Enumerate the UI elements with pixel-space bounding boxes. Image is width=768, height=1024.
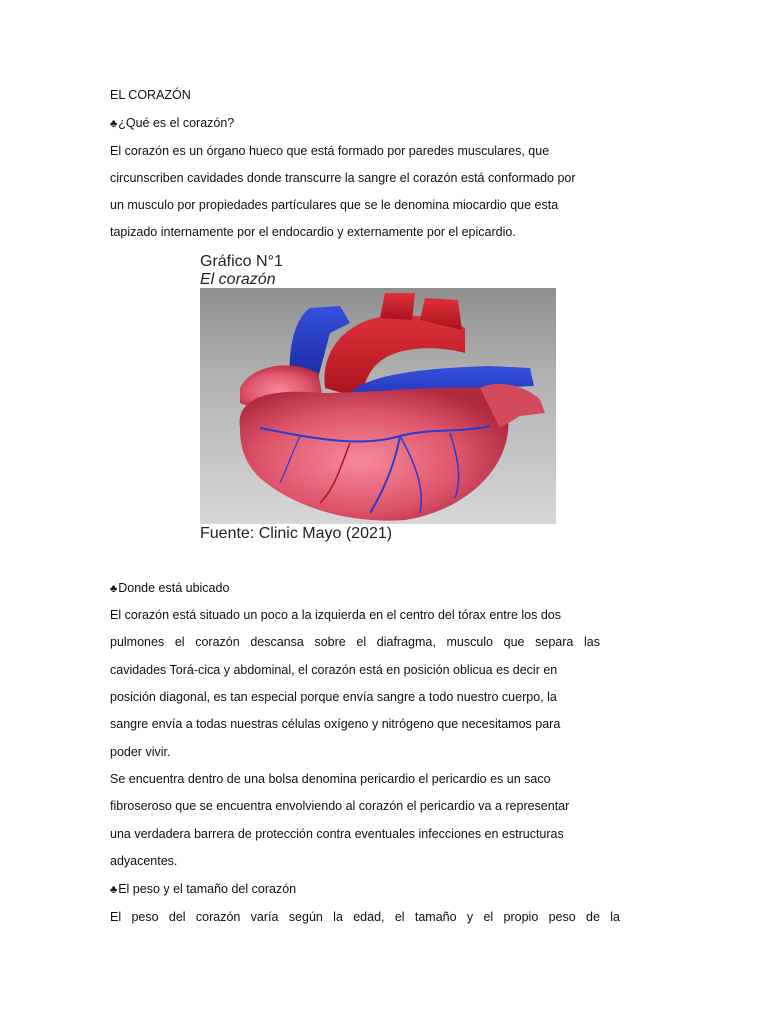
paragraph-line: posición diagonal, es tan especial porque envía sangre a todo nuestro cuerpo, la xyxy=(110,690,557,704)
paragraph-line: Se encuentra dentro de una bolsa denomina pericardio el pericardio es un saco xyxy=(110,772,551,786)
figure-source: Fuente: Clinic Mayo (2021) xyxy=(200,525,393,542)
paragraph-line: adyacentes. xyxy=(110,854,178,868)
paragraph-line: un musculo por propiedades partículares que se le denomina miocardio que esta xyxy=(110,198,559,212)
club-bullet-icon: ♣ xyxy=(110,583,118,595)
paragraph-line: una verdadera barrera de protección contra eventuales infecciones en estructuras xyxy=(110,827,564,841)
figure-subtitle: El corazón xyxy=(200,271,276,288)
heart-illustration xyxy=(200,288,556,524)
paragraph-line: sangre envía a todas nuestras células oxígeno y nitrógeno que necesitamos para xyxy=(110,717,561,731)
section-heading-ubicado xyxy=(110,580,620,597)
section-heading-peso xyxy=(110,881,620,898)
club-bullet-icon: ♣ xyxy=(110,118,118,130)
paragraph-line: El peso del corazón varía según la edad, el tamaño y el propio peso de la xyxy=(110,910,620,924)
section-heading-text: El peso y el tamaño del corazón xyxy=(118,882,297,896)
paragraph-line: El corazón está situado un poco a la izquierda en el centro del tórax entre los dos xyxy=(110,608,561,622)
paragraph-line: cavidades Torá-cica y abdominal, el corazón está en posición oblicua es decir en xyxy=(110,663,558,677)
figure-label: Gráfico N°1 xyxy=(200,253,283,270)
paragraph-line: El corazón es un órgano hueco que está formado por paredes musculares, que xyxy=(110,144,550,158)
section-heading-text: ¿Qué es el corazón? xyxy=(118,116,235,130)
document-title: EL CORAZÓN xyxy=(110,88,191,102)
club-bullet-icon: ♣ xyxy=(110,884,118,896)
paragraph-line: circunscriben cavidades donde transcurre la sangre el corazón está conformado por xyxy=(110,171,576,185)
section-heading-que-es xyxy=(110,115,620,132)
heart-icon xyxy=(200,288,556,524)
paragraph-line: pulmones el corazón descansa sobre el diafragma, musculo que separa las xyxy=(110,635,600,649)
paragraph-line: tapizado internamente por el endocardio y externamente por el epicardio. xyxy=(110,225,516,239)
paragraph-line: poder vivir. xyxy=(110,745,171,759)
paragraph-line: fibroseroso que se encuentra envolviendo al corazón el pericardio va a representar xyxy=(110,799,570,813)
section-heading-text: Donde está ubicado xyxy=(118,581,230,595)
